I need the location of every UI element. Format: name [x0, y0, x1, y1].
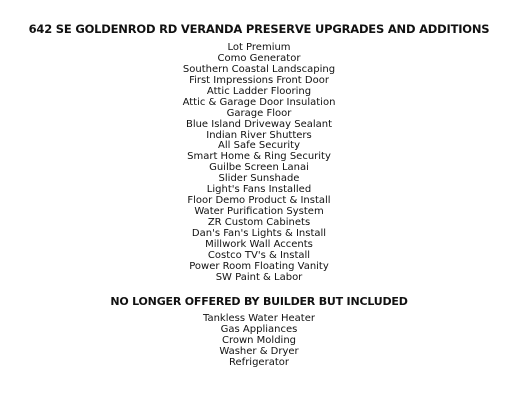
list-item: Slider Sunshade	[218, 173, 300, 185]
document-title: 642 SE GOLDENROD RD VERANDA PRESERVE UPGRADES AND ADDITIONS	[28, 22, 490, 36]
list-item: ZR Custom Cabinets	[207, 217, 311, 228]
list-item: Light's Fans Installed	[206, 184, 312, 196]
list-item: Guilbe Screen Lanai	[209, 162, 309, 174]
list-item: Refrigerator	[229, 356, 289, 368]
cut-off-text-fragment	[151, 396, 161, 400]
list-item: Lot Premium	[227, 42, 291, 53]
list-item: Dan's Fan's Lights & Install	[191, 227, 327, 239]
list-item: Blue Island Driveway Sealant	[185, 118, 333, 130]
list-item: First Impressions Front Door	[189, 74, 329, 86]
list-item: Indian River Shutters	[206, 129, 312, 141]
list-item: SW Paint & Labor	[215, 271, 303, 283]
list-item: Gas Appliances	[220, 323, 298, 335]
list-item: Attic Ladder Flooring	[206, 85, 312, 97]
list-item: Floor Demo Product & Install	[187, 195, 331, 207]
list-item: All Safe Security	[218, 140, 300, 152]
list-item: Washer & Dryer	[219, 345, 299, 357]
list-item: Millwork Wall Accents	[205, 238, 313, 250]
list-item: Power Room Floating Vanity	[189, 260, 329, 272]
list-item: Southern Coastal Landscaping	[182, 63, 336, 75]
list-item: Costco TV's & Install	[207, 249, 311, 261]
list-item: Garage Floor	[226, 107, 292, 119]
list-item: Attic & Garage Door Insulation	[182, 96, 336, 108]
list-item: Smart Home & Ring Security	[187, 151, 331, 163]
included-list	[0, 314, 518, 369]
upgrades-list	[0, 43, 518, 284]
list-item: Tankless Water Heater	[203, 313, 315, 324]
list-item: Water Purification System	[194, 206, 324, 218]
list-item: Como Generator	[217, 52, 301, 64]
included-heading: NO LONGER OFFERED BY BUILDER BUT INCLUDED	[110, 295, 408, 308]
list-item: Crown Molding	[221, 334, 297, 346]
